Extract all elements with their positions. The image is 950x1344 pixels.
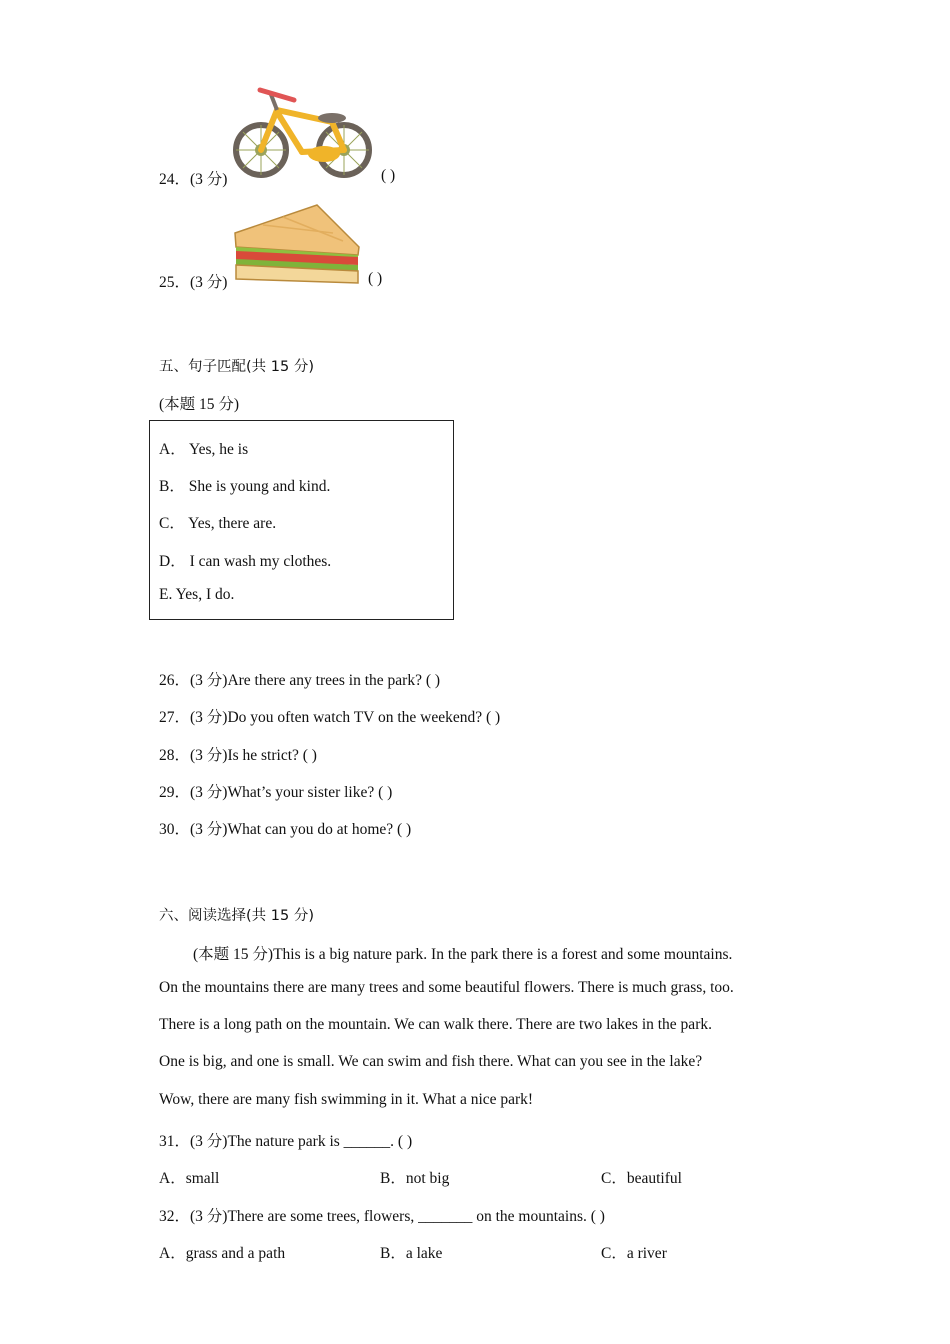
question-27[interactable]: 27．(3 分)Do you often watch TV on the weekend? ( ) (159, 709, 501, 726)
passage-line: (本题 15 分)This is a big nature park. In the park there is a forest and some mountains. (193, 946, 733, 963)
option-c: C． Yes, there are. (159, 515, 277, 532)
question-32-option-b[interactable]: B．a lake (380, 1245, 443, 1262)
question-30[interactable]: 30．(3 分)What can you do at home? ( ) (159, 821, 412, 838)
section-6-heading: 六、阅读选择(共 15 分) (159, 908, 314, 924)
bicycle-image (232, 82, 374, 184)
sandwich-image (233, 203, 360, 285)
question-32-option-c[interactable]: C．a river (601, 1245, 667, 1262)
question-25-answer-parens[interactable]: ( ) (368, 270, 383, 287)
question-31[interactable]: 31．(3 分)The nature park is ______. ( ) (159, 1133, 413, 1150)
question-31-option-b[interactable]: B．not big (380, 1170, 450, 1187)
question-31-option-c[interactable]: C．beautiful (601, 1170, 682, 1187)
question-32[interactable]: 32．(3 分)There are some trees, flowers, _______ on the mountains. ( ) (159, 1208, 605, 1225)
option-d: D． I can wash my clothes. (159, 553, 332, 570)
option-b: B． She is young and kind. (159, 478, 331, 495)
question-31-option-a[interactable]: A．small (159, 1170, 220, 1187)
question-28[interactable]: 28．(3 分)Is he strict? ( ) (159, 747, 317, 764)
question-32-option-a[interactable]: A．grass and a path (159, 1245, 286, 1262)
passage-line: Wow, there are many fish swimming in it. What a nice park! (159, 1091, 534, 1108)
passage-line: On the mountains there are many trees and some beautiful flowers. There is much grass, too. (159, 979, 734, 996)
question-24-answer-parens[interactable]: ( ) (381, 167, 396, 184)
option-e: E. Yes, I do. (159, 586, 235, 603)
question-29[interactable]: 29．(3 分)What’s your sister like? ( ) (159, 784, 393, 801)
option-a: A． Yes, he is (159, 441, 249, 458)
passage-line: One is big, and one is small. We can swim and fish there. What can you see in the lake? (159, 1053, 703, 1070)
section-5-note: (本题 15 分) (159, 396, 240, 413)
question-24-label: 24．(3 分) (159, 171, 228, 188)
question-25-label: 25．(3 分) (159, 274, 228, 291)
question-26[interactable]: 26．(3 分)Are there any trees in the park? ( ) (159, 672, 441, 689)
passage-line: There is a long path on the mountain. We can walk there. There are two lakes in the park. (159, 1016, 712, 1033)
section-5-heading: 五、句子匹配(共 15 分) (159, 359, 314, 375)
